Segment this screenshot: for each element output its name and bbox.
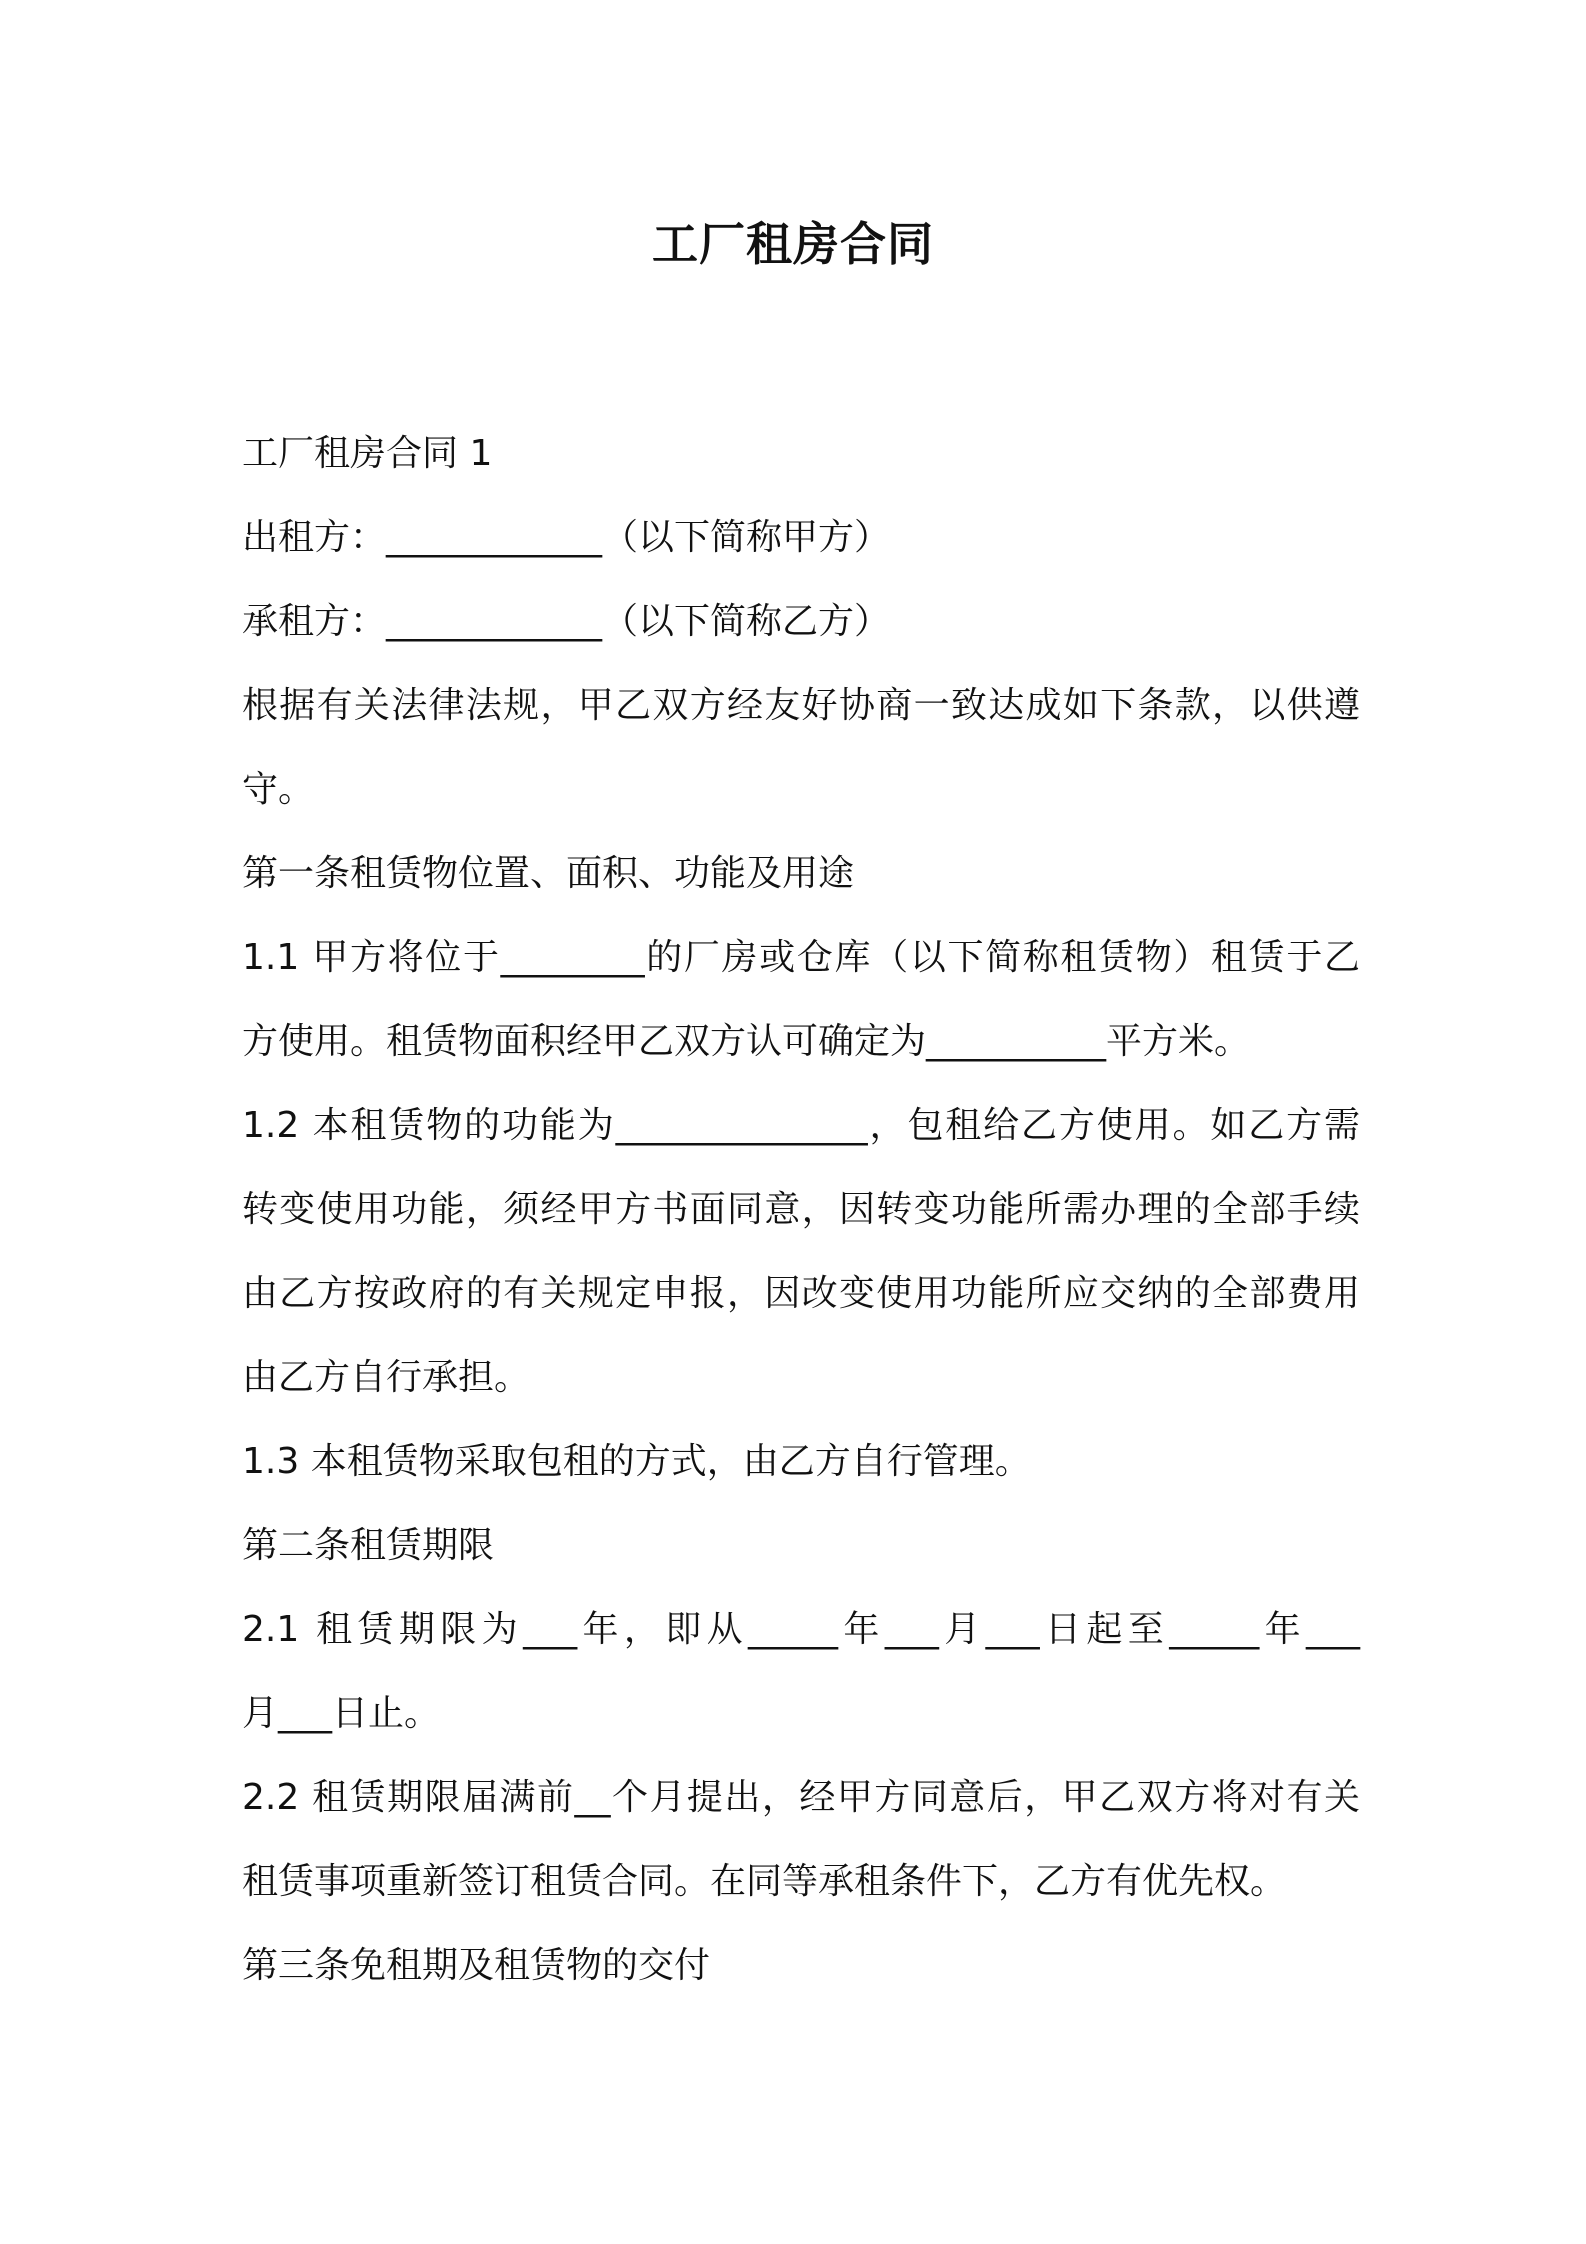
preamble-line-1: 根据有关法律法规，甲乙双方经友好协商一致达成如下条款，以供遵 [242, 685, 1360, 726]
clause-2-2-line-1: 2.2 租赁期限届满前__个月提出，经甲方同意后，甲乙双方将对有关 [242, 1777, 1360, 1818]
document-title: 工厂租房合同 [652, 217, 934, 271]
article-2-heading: 第二条租赁期限 [242, 1525, 495, 1566]
clause-2-1-line-1: 2.1 租赁期限为___年，即从_____年___月___日起至_____年___ [242, 1609, 1360, 1650]
lessor-line: 出租方：____________（以下简称甲方） [242, 517, 891, 558]
clause-1-1-line-2: 方使用。租赁物面积经甲乙双方认可确定为__________平方米。 [242, 1021, 1251, 1062]
document-body [242, 412, 1360, 2008]
article-3-heading: 第三条免租期及租赁物的交付 [242, 1945, 711, 1986]
clause-2-2-line-2: 租赁事项重新签订租赁合同。在同等承租条件下，乙方有优先权。 [242, 1861, 1287, 1902]
preamble-line-2: 守。 [242, 769, 315, 810]
clause-2-1-line-2: 月___日止。 [242, 1693, 441, 1734]
clause-1-3: 1.3 本租赁物采取包租的方式，由乙方自行管理。 [242, 1441, 1031, 1482]
lessee-line: 承租方：____________（以下简称乙方） [242, 601, 891, 642]
clause-1-1-line-1: 1.1 甲方将位于________的厂房或仓库（以下简称租赁物）租赁于乙 [242, 937, 1360, 978]
clause-1-2-line-1: 1.2 本租赁物的功能为______________，包租给乙方使用。如乙方需 [242, 1105, 1360, 1146]
clause-1-2-line-3: 由乙方按政府的有关规定申报，因改变使用功能所应交纳的全部费用 [242, 1273, 1360, 1314]
contract-subtitle: 工厂租房合同 1 [242, 433, 493, 474]
clause-1-2-line-4: 由乙方自行承担。 [242, 1357, 531, 1398]
article-1-heading: 第一条租赁物位置、面积、功能及用途 [242, 853, 855, 894]
clause-1-2-line-2: 转变使用功能，须经甲方书面同意，因转变功能所需办理的全部手续 [242, 1189, 1360, 1230]
